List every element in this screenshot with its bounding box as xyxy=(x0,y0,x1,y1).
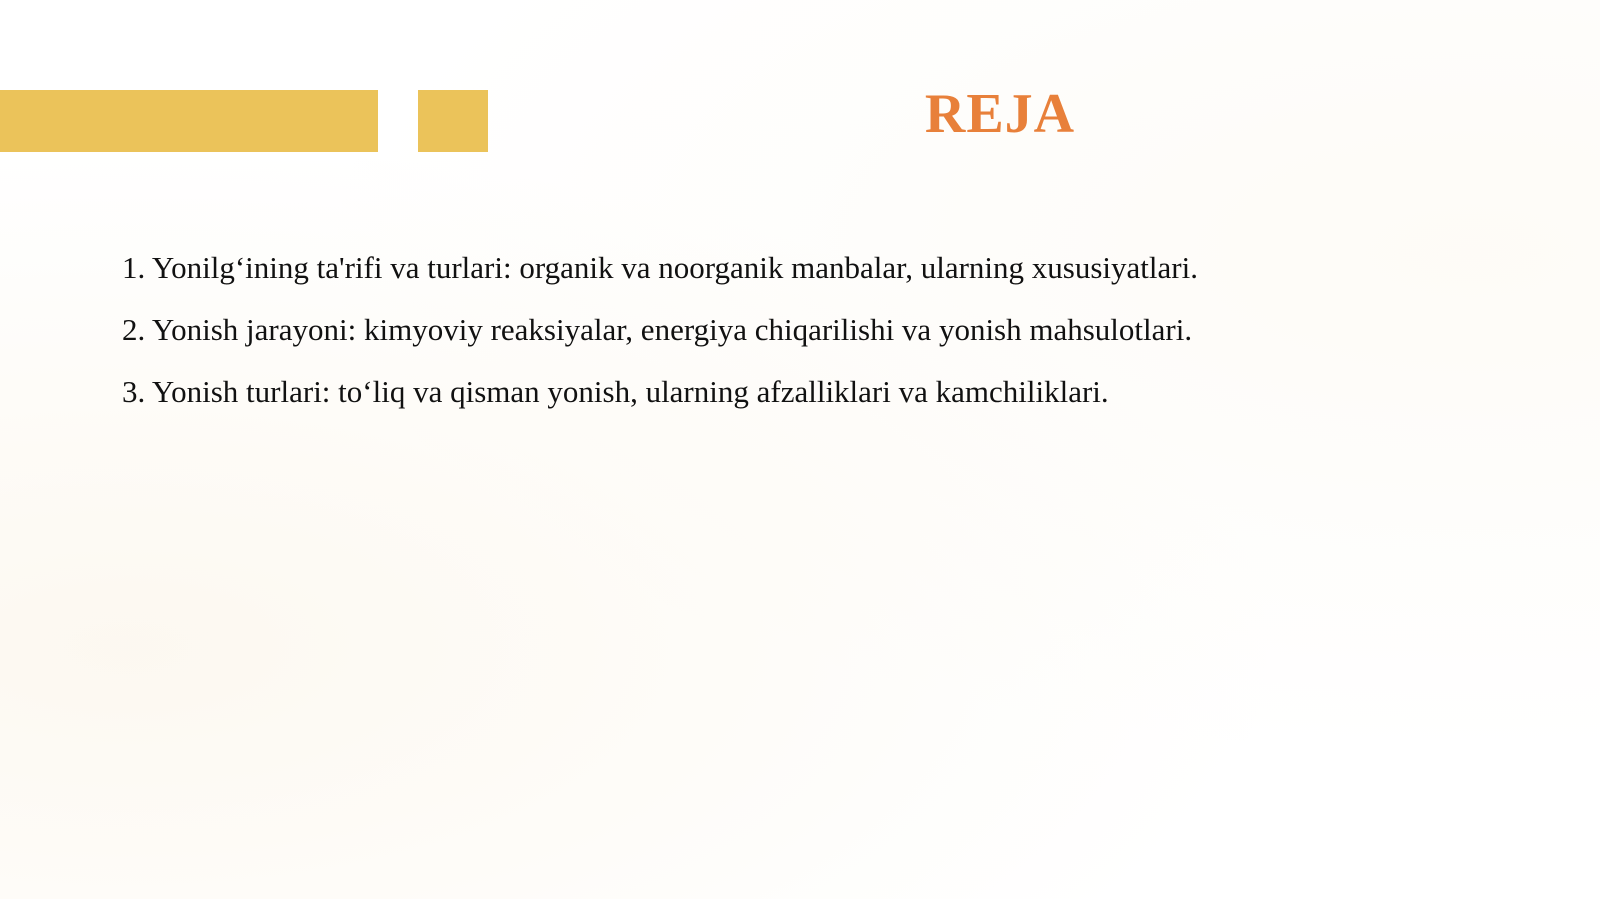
plan-item-2: 2. Yonish jarayoni: kimyoviy reaksiyalar, energiya chiqarilishi va yonish mahsulotlari. xyxy=(122,312,1193,347)
plan-item-1: 1. Yonilg‘ining ta'rifi va turlari: organik va noorganik manbalar, ularning xususiyatlari. xyxy=(122,250,1198,285)
plan-list xyxy=(122,248,1502,434)
slide-title: REJA xyxy=(924,83,1076,145)
decorative-bar-long xyxy=(0,90,378,152)
decorative-bar-square xyxy=(418,90,488,152)
plan-item-3: 3. Yonish turlari: to‘liq va qisman yonish, ularning afzalliklari va kamchiliklari. xyxy=(122,374,1109,409)
